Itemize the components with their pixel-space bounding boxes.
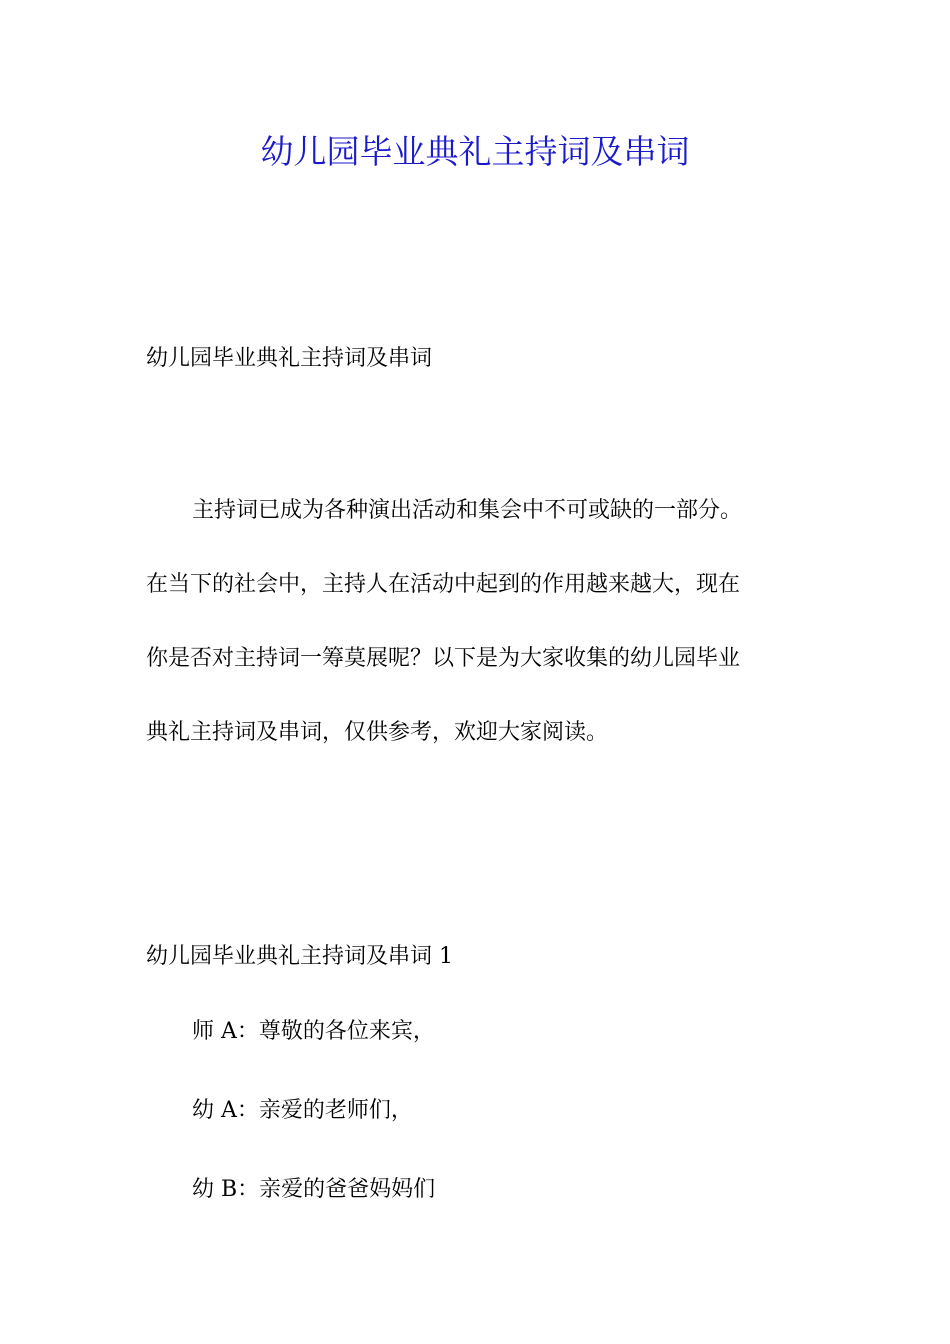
- intro-line: 你是否对主持词一筹莫展呢？以下是为大家收集的幼儿园毕业: [146, 646, 741, 671]
- dialogue-line: 幼 A：亲爱的老师们，: [192, 1098, 413, 1123]
- intro-line: 典礼主持词及串词，仅供参考，欢迎大家阅读。: [146, 720, 609, 745]
- intro-paragraph: [146, 492, 808, 788]
- section-heading: 幼儿园毕业典礼主持词及串词 1: [146, 944, 453, 969]
- document-title: 幼儿园毕业典礼主持词及串词: [260, 132, 690, 171]
- dialogue-list: [192, 1013, 435, 1250]
- intro-line: 在当下的社会中，主持人在活动中起到的作用越来越大，现在: [146, 572, 741, 597]
- intro-line: 主持词已成为各种演出活动和集会中不可或缺的一部分。: [192, 498, 743, 523]
- document-subtitle: 幼儿园毕业典礼主持词及串词: [146, 346, 433, 371]
- dialogue-line: 师 A：尊敬的各位来宾，: [192, 1019, 435, 1044]
- dialogue-line: 幼 B：亲爱的爸爸妈妈们: [192, 1177, 436, 1202]
